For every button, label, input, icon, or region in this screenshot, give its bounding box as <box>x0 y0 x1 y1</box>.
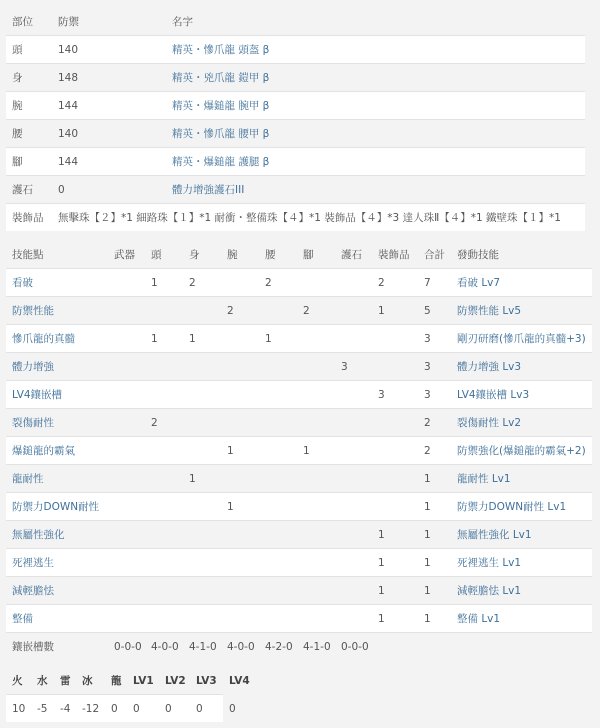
armor-header-row <box>6 8 585 36</box>
activated-skill <box>451 493 592 521</box>
activated-skill <box>451 409 592 437</box>
skill-points: 2 <box>259 269 297 297</box>
skill-points <box>145 577 183 605</box>
defense-value: 144 <box>52 148 166 176</box>
skill-points: 2 <box>372 269 418 297</box>
activated-skill-link[interactable]: 無屬性強化 Lv1 <box>457 529 532 541</box>
skill-points <box>145 549 183 577</box>
slot-count: 4-0-0 <box>221 633 259 661</box>
skill-name <box>6 297 108 325</box>
skill-points <box>372 409 418 437</box>
slot-count: 4-1-0 <box>183 633 221 661</box>
table-row <box>6 521 592 549</box>
column-header: LV2 <box>159 667 190 695</box>
skill-points: 1 <box>145 269 183 297</box>
table-row <box>6 549 592 577</box>
slot-label: 腳 <box>6 148 52 176</box>
skill-points: 1 <box>372 297 418 325</box>
skill-name <box>6 325 108 353</box>
skill-points <box>297 269 335 297</box>
activated-skill-link[interactable]: 剛刃研磨(慘爪龍的真髓+3) <box>457 333 586 345</box>
skill-points <box>335 549 372 577</box>
defense-value: 140 <box>52 120 166 148</box>
skill-name-link[interactable]: 體力增強 <box>12 361 54 373</box>
skill-points: 3 <box>418 325 451 353</box>
armor-name-link[interactable]: 體力增強護石III <box>172 184 245 196</box>
decorations-label: 裝飾品 <box>6 204 52 232</box>
skill-points <box>183 493 221 521</box>
slot-count: 0-0-0 <box>335 633 372 661</box>
skill-points <box>335 269 372 297</box>
skill-points <box>183 549 221 577</box>
table-row <box>6 120 585 148</box>
skill-name <box>6 605 108 633</box>
armor-name <box>166 120 585 148</box>
skills-header-row <box>6 241 592 269</box>
activated-skill <box>451 549 592 577</box>
skill-points <box>183 437 221 465</box>
column-header: 發動技能 <box>451 241 592 269</box>
skill-points <box>108 297 145 325</box>
armor-name-link[interactable]: 精英・慘爪龍 頭盔 β <box>172 44 270 56</box>
slots-row <box>6 633 592 661</box>
skill-points <box>183 521 221 549</box>
skill-points <box>335 605 372 633</box>
slots-label: 鑲嵌槽數 <box>6 633 108 661</box>
skill-name <box>6 353 108 381</box>
skill-points <box>221 465 259 493</box>
slot-count: 0-0-0 <box>108 633 145 661</box>
resist-value: 0 <box>127 695 159 723</box>
table-row <box>6 325 592 353</box>
skill-name <box>6 521 108 549</box>
skill-points: 1 <box>418 605 451 633</box>
column-header: LV3 <box>190 667 223 695</box>
column-header: 技能點 <box>6 241 108 269</box>
skill-points <box>221 269 259 297</box>
skill-points <box>221 549 259 577</box>
activated-skill <box>451 521 592 549</box>
column-header: 合計 <box>418 241 451 269</box>
activated-skill-link[interactable]: 防禦力DOWN耐性 Lv1 <box>457 501 567 513</box>
column-header: 雷 <box>54 667 76 695</box>
skill-points <box>297 493 335 521</box>
skill-points <box>183 353 221 381</box>
skill-points <box>372 493 418 521</box>
skill-points: 1 <box>259 325 297 353</box>
table-row <box>6 92 585 120</box>
skill-points <box>372 325 418 353</box>
skill-points: 2 <box>221 297 259 325</box>
table-row <box>6 381 592 409</box>
skill-points: 1 <box>221 437 259 465</box>
skill-points: 3 <box>418 381 451 409</box>
skill-name-link[interactable]: 無屬性強化 <box>12 529 65 541</box>
resist-value: -12 <box>76 695 105 723</box>
skill-points <box>108 549 145 577</box>
activated-skill <box>451 297 592 325</box>
skill-points <box>108 465 145 493</box>
skill-name-link[interactable]: 看破 <box>12 277 33 289</box>
skill-points <box>221 353 259 381</box>
empty-cell <box>372 633 418 661</box>
skill-points <box>335 325 372 353</box>
resistance-table <box>6 667 250 722</box>
slot-count: 4-1-0 <box>297 633 335 661</box>
skill-points <box>183 577 221 605</box>
skill-name <box>6 409 108 437</box>
activated-skill <box>451 269 592 297</box>
column-header: 名字 <box>166 8 585 36</box>
skill-points <box>297 465 335 493</box>
skill-points <box>108 269 145 297</box>
empty-cell <box>451 633 592 661</box>
skill-points: 1 <box>183 325 221 353</box>
skill-points <box>335 465 372 493</box>
skill-points: 1 <box>183 465 221 493</box>
table-row <box>6 148 585 176</box>
skill-points <box>108 325 145 353</box>
skill-name-link[interactable]: 防禦性能 <box>12 305 54 317</box>
skill-points: 2 <box>145 409 183 437</box>
skill-points <box>221 577 259 605</box>
skill-points <box>335 381 372 409</box>
skill-points: 3 <box>335 353 372 381</box>
skill-points: 1 <box>372 521 418 549</box>
table-row <box>6 493 592 521</box>
armor-name <box>166 64 585 92</box>
skill-points: 1 <box>418 577 451 605</box>
skill-points: 1 <box>145 325 183 353</box>
skill-points <box>221 381 259 409</box>
activated-skill-link[interactable]: 裂傷耐性 Lv2 <box>457 417 522 429</box>
column-header: LV1 <box>127 667 159 695</box>
decorations-row <box>6 204 585 232</box>
skill-points <box>183 381 221 409</box>
skill-name-link[interactable]: 裂傷耐性 <box>12 417 54 429</box>
skill-points: 1 <box>418 465 451 493</box>
skill-points <box>297 549 335 577</box>
slot-count: 4-0-0 <box>145 633 183 661</box>
skill-points <box>259 493 297 521</box>
skill-points: 1 <box>418 549 451 577</box>
skill-points <box>259 353 297 381</box>
skill-points <box>335 577 372 605</box>
table-row <box>6 605 592 633</box>
skill-points <box>108 409 145 437</box>
table-row <box>6 269 592 297</box>
armor-name-link[interactable]: 精英・慘爪龍 腰甲 β <box>172 128 270 140</box>
column-header: 腕 <box>221 241 259 269</box>
skill-name-link[interactable]: 死裡逃生 <box>12 557 54 569</box>
skill-name <box>6 381 108 409</box>
skill-points <box>335 493 372 521</box>
table-row <box>6 176 585 204</box>
armor-name-link[interactable]: 精英・兇爪龍 鎧甲 β <box>172 72 270 84</box>
skill-points <box>297 605 335 633</box>
skill-points <box>145 381 183 409</box>
skill-points <box>145 297 183 325</box>
skill-points <box>108 605 145 633</box>
column-header: 護石 <box>335 241 372 269</box>
slot-count: 4-2-0 <box>259 633 297 661</box>
skill-points <box>297 325 335 353</box>
armor-name <box>166 176 585 204</box>
skill-points: 1 <box>372 577 418 605</box>
activated-skill <box>451 353 592 381</box>
skill-points <box>108 353 145 381</box>
column-header: 水 <box>31 667 54 695</box>
activated-skill <box>451 437 592 465</box>
activated-skill-link[interactable]: 死裡逃生 Lv1 <box>457 557 522 569</box>
resist-value: 0 <box>159 695 190 723</box>
skill-points: 5 <box>418 297 451 325</box>
armor-name <box>166 36 585 64</box>
skill-points <box>259 465 297 493</box>
activated-skill <box>451 605 592 633</box>
skill-points <box>108 381 145 409</box>
skill-points <box>259 549 297 577</box>
column-header: 冰 <box>76 667 105 695</box>
skill-points <box>145 465 183 493</box>
table-row <box>6 437 592 465</box>
slot-label: 身 <box>6 64 52 92</box>
skill-points: 3 <box>418 353 451 381</box>
armor-table <box>6 8 585 231</box>
table-row <box>6 465 592 493</box>
skill-points <box>108 493 145 521</box>
skill-points: 2 <box>418 437 451 465</box>
skill-points <box>183 409 221 437</box>
activated-skill-link[interactable]: 減輕膽怯 Lv1 <box>457 585 522 597</box>
skill-name <box>6 549 108 577</box>
column-header: 裝飾品 <box>372 241 418 269</box>
skill-points: 2 <box>183 269 221 297</box>
skill-points <box>259 297 297 325</box>
column-header: 頭 <box>145 241 183 269</box>
skill-points <box>221 409 259 437</box>
skill-points <box>221 521 259 549</box>
column-header: 腳 <box>297 241 335 269</box>
column-header: 龍 <box>105 667 127 695</box>
table-row <box>6 353 592 381</box>
column-header: 腰 <box>259 241 297 269</box>
skill-name-link[interactable]: 防禦力DOWN耐性 <box>12 501 100 513</box>
activated-skill-link[interactable]: LV4鑲嵌槽 Lv3 <box>457 389 530 401</box>
activated-skill-link[interactable]: 龍耐性 Lv1 <box>457 473 511 485</box>
skill-points <box>259 577 297 605</box>
skill-name <box>6 269 108 297</box>
resist-value: 0 <box>190 695 223 723</box>
skill-points <box>335 437 372 465</box>
skill-name-link[interactable]: LV4鑲嵌槽 <box>12 389 63 401</box>
activated-skill-link[interactable]: 整備 Lv1 <box>457 613 501 625</box>
table-row <box>6 409 592 437</box>
skill-name <box>6 437 108 465</box>
empty-cell <box>418 633 451 661</box>
skills-table <box>6 241 592 660</box>
skill-points: 1 <box>221 493 259 521</box>
defense-value: 140 <box>52 36 166 64</box>
skill-points <box>145 437 183 465</box>
activated-skill <box>451 577 592 605</box>
skill-points <box>183 605 221 633</box>
resist-value: -5 <box>31 695 54 723</box>
skill-points <box>259 409 297 437</box>
column-header: 防禦 <box>52 8 166 36</box>
defense-value: 148 <box>52 64 166 92</box>
skill-points <box>108 521 145 549</box>
table-row <box>6 64 585 92</box>
skill-points: 3 <box>372 381 418 409</box>
decorations-list: 無擊珠【２】*1 細路珠【１】*1 耐衝・整備珠【４】*1 裝飾品【４】*3 達人珠Ⅱ【４】*1 鐵壁珠【１】*1 <box>52 204 585 232</box>
skill-points <box>372 353 418 381</box>
skill-name-link[interactable]: 龍耐性 <box>12 473 44 485</box>
skill-points: 1 <box>372 549 418 577</box>
armor-name <box>166 148 585 176</box>
resist-values-row: 10 -5 -4 -12 0 0 0 0 0 <box>6 695 223 723</box>
defense-value: 144 <box>52 92 166 120</box>
slot-label: 頭 <box>6 36 52 64</box>
skill-name <box>6 465 108 493</box>
skill-points <box>108 437 145 465</box>
activated-skill <box>451 381 592 409</box>
table-row <box>6 297 592 325</box>
slot-label: 腰 <box>6 120 52 148</box>
skill-points <box>297 353 335 381</box>
column-header: 武器 <box>108 241 145 269</box>
skill-name-link[interactable]: 爆鎚龍的霸氣 <box>12 445 75 457</box>
activated-skill-link[interactable]: 看破 Lv7 <box>457 277 501 289</box>
skill-points <box>259 521 297 549</box>
skill-name-link[interactable]: 慘爪龍的真髓 <box>12 333 75 345</box>
slot-label: 護石 <box>6 176 52 204</box>
armor-name <box>166 92 585 120</box>
column-header: 火 <box>6 667 31 695</box>
skill-points <box>259 437 297 465</box>
skill-points <box>145 521 183 549</box>
skill-points <box>145 605 183 633</box>
defense-value: 0 <box>52 176 166 204</box>
armor-name-link[interactable]: 精英・爆鎚龍 腕甲 β <box>172 100 270 112</box>
skill-points <box>183 297 221 325</box>
skill-points <box>335 409 372 437</box>
skill-points <box>297 409 335 437</box>
skill-points <box>221 605 259 633</box>
activated-skill-link[interactable]: 體力增強 Lv3 <box>457 361 522 373</box>
skill-points <box>259 381 297 409</box>
resist-value: -4 <box>54 695 76 723</box>
table-row <box>6 36 585 64</box>
activated-skill <box>451 465 592 493</box>
column-header: 身 <box>183 241 221 269</box>
skill-points <box>372 465 418 493</box>
skill-points: 1 <box>418 493 451 521</box>
resist-value: 0 <box>105 695 127 723</box>
skill-points: 1 <box>372 605 418 633</box>
armor-name-link[interactable]: 精英・爆鎚龍 護腿 β <box>172 156 270 168</box>
activated-skill-link[interactable]: 防禦性能 Lv5 <box>457 305 522 317</box>
skill-points <box>372 437 418 465</box>
skill-points <box>335 297 372 325</box>
slot-label: 腕 <box>6 92 52 120</box>
skill-points <box>297 381 335 409</box>
skill-name <box>6 493 108 521</box>
skill-points <box>297 521 335 549</box>
skill-points <box>335 521 372 549</box>
table-row <box>6 577 592 605</box>
skill-points: 7 <box>418 269 451 297</box>
skill-points: 1 <box>297 437 335 465</box>
activated-skill <box>451 325 592 353</box>
resist-value: 10 <box>6 695 31 723</box>
skill-points <box>297 577 335 605</box>
skill-points <box>145 353 183 381</box>
skill-points: 2 <box>297 297 335 325</box>
skill-name-link[interactable]: 減輕膽怯 <box>12 585 54 597</box>
resist-header-row: 火 水 雷 冰 龍 LV1 LV2 LV3 LV4 <box>6 667 223 695</box>
skill-points <box>108 577 145 605</box>
skill-points: 2 <box>418 409 451 437</box>
skill-points <box>145 493 183 521</box>
skill-points <box>259 605 297 633</box>
activated-skill-link[interactable]: 防禦強化(爆鎚龍的霸氣+2) <box>457 445 586 457</box>
skill-points: 1 <box>418 521 451 549</box>
skill-name-link[interactable]: 整備 <box>12 613 33 625</box>
skill-name <box>6 577 108 605</box>
skill-points <box>221 325 259 353</box>
column-header: 部位 <box>6 8 52 36</box>
